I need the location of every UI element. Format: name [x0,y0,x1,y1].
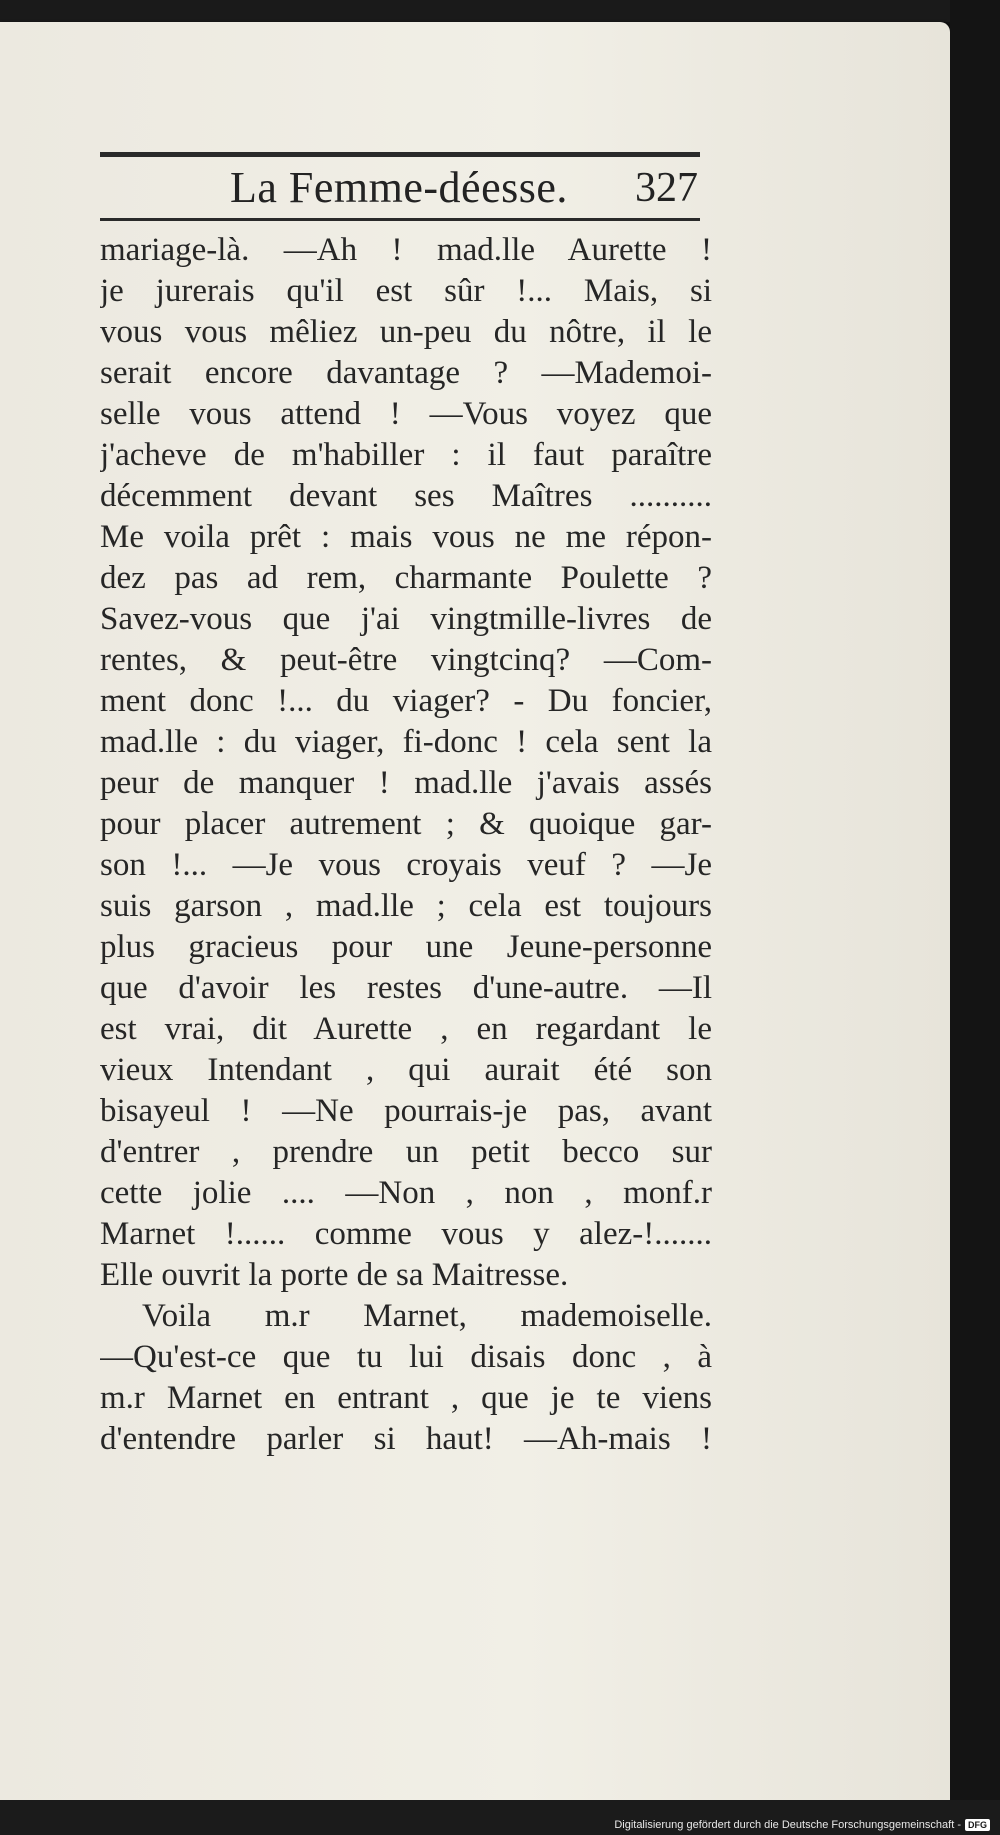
text-line: —Qu'est-ce que tu lui disais donc , à [100,1339,712,1375]
text-line: selle vous attend ! —Vous voyez que [100,396,712,432]
text-line: peur de manquer ! mad.lle j'avais assés [100,765,712,801]
text-line: Me voila prêt : mais vous ne me répon- [100,519,712,555]
scan-right-edge [950,0,1000,1835]
text-line: je jurerais qu'il est sûr !... Mais, si [100,273,712,309]
text-line: d'entendre parler si haut! —Ah-mais ! [100,1421,712,1457]
text-line: vous vous mêliez un-peu du nôtre, il le [100,314,712,350]
text-line: d'entrer , prendre un petit becco sur [100,1134,712,1170]
credit-text: Digitalisierung gefördert durch die Deutsche Forschungsgemeinschaft - [614,1819,961,1831]
running-title: La Femme-déesse. [230,163,568,212]
dfg-logo: DFG [965,1819,990,1831]
text-line: Marnet !...... comme vous y alez-!....... [100,1216,712,1252]
text-line: Voila m.r Marnet, mademoiselle. [142,1298,712,1334]
text-line: est vrai, dit Aurette , en regardant le [100,1011,712,1047]
text-line: serait encore davantage ? —Mademoi- [100,355,712,391]
body-text [100,230,712,1460]
digitization-credit [614,1817,990,1833]
text-line: bisayeul ! —Ne pourrais-je pas, avant [100,1093,712,1129]
text-line: mad.lle : du viager, fi-donc ! cela sent la [100,724,712,760]
text-line: rentes, & peut-être vingtcinq? —Com- [100,642,712,678]
header-rule-top [100,152,700,157]
text-line: son !... —Je vous croyais veuf ? —Je [100,847,712,883]
page-header [100,160,700,216]
text-line: suis garson , mad.lle ; cela est toujours [100,888,712,924]
text-line: dez pas ad rem, charmante Poulette ? [100,560,712,596]
text-line: m.r Marnet en entrant , que je te viens [100,1380,712,1416]
text-line: mariage-là. —Ah ! mad.lle Aurette ! [100,232,712,268]
text-line: cette jolie .... —Non , non , monf.r [100,1175,712,1211]
text-line: pour placer autrement ; & quoique gar- [100,806,712,842]
text-line: Elle ouvrit la porte de sa Maitresse. [100,1257,569,1293]
page-number: 327 [635,165,698,211]
text-line: décemment devant ses Maîtres .......... [100,478,712,514]
text-line: ment donc !... du viager? - Du foncier, [100,683,712,719]
text-line: Savez-vous que j'ai vingtmille-livres de [100,601,712,637]
scan-top-edge [0,0,1000,22]
text-line: que d'avoir les restes d'une-autre. —Il [100,970,712,1006]
header-rule-bottom [100,218,700,221]
text-line: j'acheve de m'habiller : il faut paraître [100,437,712,473]
text-line: plus gracieus pour une Jeune-personne [100,929,712,965]
text-line: vieux Intendant , qui aurait été son [100,1052,712,1088]
